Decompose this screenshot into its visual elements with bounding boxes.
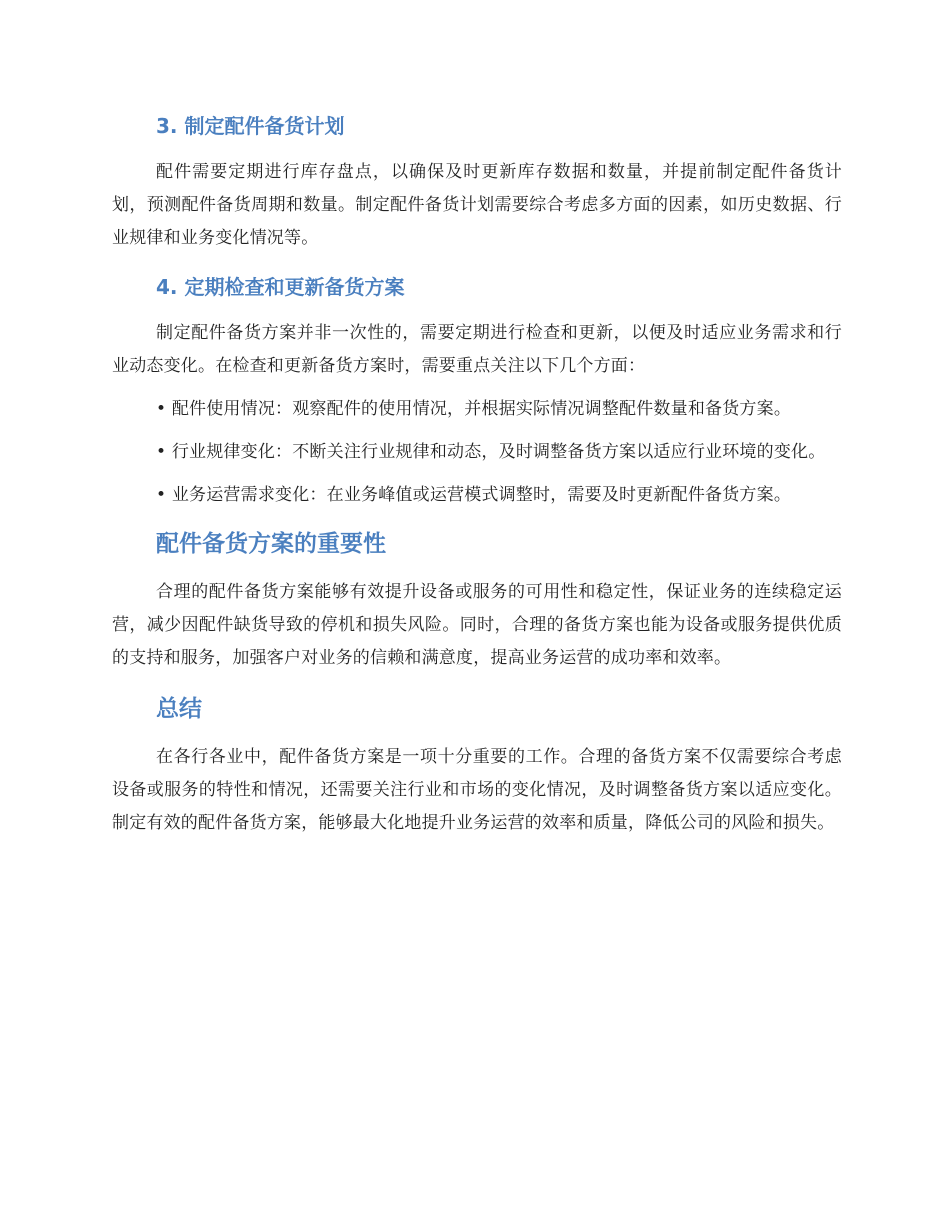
bullet-item-industry: • 行业规律变化：不断关注行业规律和动态，及时调整备货方案以适应行业环境的变化。 bbox=[156, 442, 826, 462]
spacer bbox=[112, 383, 842, 393]
spacer bbox=[112, 426, 842, 436]
spacer bbox=[112, 564, 842, 576]
spacer bbox=[112, 512, 842, 524]
spacer bbox=[112, 469, 842, 479]
spacer bbox=[112, 144, 842, 156]
document-page bbox=[112, 108, 842, 840]
spacer bbox=[112, 675, 842, 689]
bullet-item-operations: • 业务运营需求变化：在业务峰值或运营模式调整时，需要及时更新配件备货方案。 bbox=[156, 485, 792, 505]
importance-heading: 配件备货方案的重要性 bbox=[156, 531, 386, 557]
summary-paragraph: 在各行各业中，配件备货方案是一项十分重要的工作。合理的备货方案不仅需要综合考虑设备或服务的特性和情况，还需要关注行业和市场的变化情况，及时调整备货方案以适应变化。制定有效的配件备货方案，能够最大化地提升业务运营的效率和质量，降低公司的风险和损失。 bbox=[112, 747, 842, 833]
section-3-paragraph: 配件需要定期进行库存盘点，以确保及时更新库存数据和数量，并提前制定配件备货计划，预测配件备货周期和数量。制定配件备货计划需要综合考虑多方面的因素，如历史数据、行业规律和业务变化情况等。 bbox=[112, 162, 842, 248]
section-4-paragraph: 制定配件备货方案并非一次性的，需要定期进行检查和更新，以便及时适应业务需求和行业动态变化。在检查和更新备货方案时，需要重点关注以下几个方面： bbox=[112, 323, 842, 376]
importance-paragraph: 合理的配件备货方案能够有效提升设备或服务的可用性和稳定性，保证业务的连续稳定运营，减少因配件缺货导致的停机和损失风险。同时，合理的备货方案也能为设备或服务提供优质的支持和服务，加强客户对业务的信赖和满意度，提高业务运营的成功率和效率。 bbox=[112, 582, 842, 668]
section-4-heading: 4. 定期检查和更新备货方案 bbox=[156, 275, 405, 299]
spacer bbox=[112, 305, 842, 317]
section-3-heading: 3. 制定配件备货计划 bbox=[156, 114, 345, 138]
spacer bbox=[112, 729, 842, 741]
bullet-item-usage: • 配件使用情况：观察配件的使用情况，并根据实际情况调整配件数量和备货方案。 bbox=[156, 399, 792, 419]
spacer bbox=[112, 255, 842, 269]
summary-heading: 总结 bbox=[156, 696, 202, 722]
